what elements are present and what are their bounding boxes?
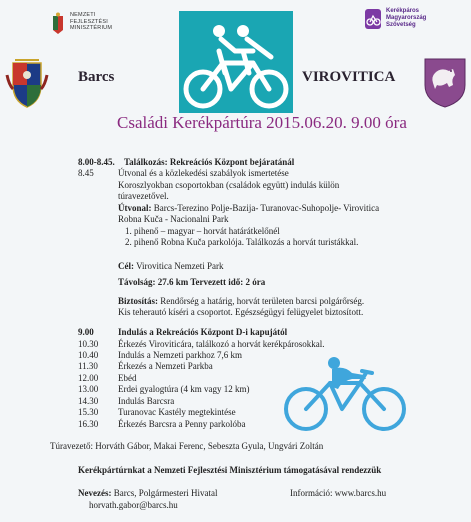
- city-virovitica: VIROVITICA: [302, 69, 396, 85]
- security-line-1: [118, 296, 364, 307]
- schedule-time: 9.00: [78, 327, 94, 337]
- city-barcs: Barcs: [78, 69, 115, 85]
- schedule-time: 15.30: [78, 407, 99, 417]
- schedule-time: 14.30: [78, 396, 99, 406]
- schedule-time: 16.30: [78, 419, 99, 429]
- schedule-time: 11.30: [78, 361, 98, 371]
- schedule-row: [0, 339, 471, 350]
- route-line: [118, 203, 379, 214]
- kms-logo: [364, 6, 464, 40]
- schedule-time: 13.00: [78, 384, 99, 394]
- meeting-time: 8.00-8.45.: [78, 157, 115, 167]
- schedule-text: Érkezés Viroviticára, találkozó a horvát kerékpárosokkal.: [118, 339, 325, 349]
- schedule-text: Indulás a Rekreációs Központ D-i kapujától: [118, 327, 288, 337]
- security-line-2: Kis teherautó kíséri a csoportot. Egészségügyi felügyelet biztosított.: [118, 307, 364, 317]
- target-value: Virovitica Nemzeti Park: [136, 261, 224, 271]
- ministry-name-line-1: NEMZETI: [70, 12, 96, 18]
- registration-text: Barcs, Polgármesteri Hivatal: [113, 488, 218, 498]
- route-stop-2: 2. pihenő Robna Kuča parkolója. Találkozás a horvát turistákkal.: [125, 237, 359, 247]
- schedule-text: Érkezés Barcsra a Penny parkolóba: [118, 419, 246, 429]
- kms-emblem-icon: [364, 8, 382, 30]
- registration-line: [78, 488, 217, 499]
- ministry-name-line-2: FEJLESZTÉSI: [70, 18, 108, 25]
- registration-email[interactable]: horvath.gabor@barcs.hu: [89, 500, 178, 510]
- security-text-1: Rendőrség a határig, horvát területen barcsi polgárőrség.: [160, 296, 365, 306]
- route-text: Barcs-Terezino Polje-Bazija- Turanovac-Suhopolje- Virovitica: [153, 203, 380, 213]
- first-line-1: Útvonal és a közlekedési szabályok ismertetése: [118, 168, 289, 178]
- schedule-text: Turanovac Kastély megtekintése: [118, 407, 236, 417]
- schedule-text: Indulás a Nemzeti parkhoz 7,6 km: [118, 350, 242, 360]
- kms-name-line-3: Szövetség: [386, 22, 416, 28]
- schedule-time: 12.00: [78, 373, 99, 383]
- schedule-text: Érkezés a Nemzeti Parkba: [118, 361, 213, 371]
- cyclist-illustration-icon: [280, 353, 410, 433]
- schedule-text: Erdei gyalogtúra (4 km vagy 12 km): [118, 384, 250, 394]
- ministry-logo: [50, 10, 130, 40]
- first-time: 8.45: [78, 168, 94, 178]
- schedule-text: Ebéd: [118, 373, 137, 383]
- ministry-coat-icon: [50, 12, 66, 36]
- schedule-time: 10.30: [78, 339, 99, 349]
- barcs-coat-of-arms-icon: [5, 55, 49, 109]
- target-line: [118, 261, 224, 272]
- meeting-label: Találkozás: Rekreációs Központ bejáratánál: [124, 157, 295, 167]
- kms-name-line-2: Magyarország: [386, 15, 427, 21]
- schedule-time: 10.40: [78, 350, 99, 360]
- kms-name-line-1: Kerékpáros: [386, 8, 420, 14]
- schedule-row: [0, 327, 471, 338]
- support-line: Kerékpártúrnkat a Nemzeti Fejlesztési Minisztérium támogatásával rendezzük: [78, 465, 382, 475]
- registration-label: Nevezés:: [78, 488, 112, 498]
- security-label: Biztosítás:: [118, 296, 158, 306]
- guides-line: Túravezető: Horváth Gábor, Makai Ferenc, Sebeszta Gyula, Ungvári Zoltán: [50, 441, 324, 451]
- route-stop-1: 1. pihenő – magyar – horvát határátkelőnél: [125, 226, 280, 236]
- virovitica-coat-of-arms-icon: [423, 57, 467, 109]
- first-line-2: Koroszlyokban csoportokban (családok együtt) indulás külön: [118, 180, 340, 190]
- page-title: Családi Kerékpártúra 2015.06.20. 9.00 óra: [117, 113, 407, 132]
- ministry-name-line-3: MINISZTÉRIUM: [70, 25, 113, 31]
- schedule-text: Indulás Barcsra: [118, 396, 175, 406]
- distance-line: Távolság: 27.6 km Tervezett idő: 2 óra: [118, 277, 266, 287]
- target-label: Cél:: [118, 261, 134, 271]
- route-text-2: Robna Kuča - Nacionalni Park: [118, 214, 229, 224]
- info-line[interactable]: Információ: www.barcs.hu: [290, 488, 387, 498]
- route-label: Útvonal:: [118, 203, 152, 213]
- tandem-bike-logo-icon: [179, 11, 293, 113]
- first-line-3: túravezetővel.: [118, 191, 169, 201]
